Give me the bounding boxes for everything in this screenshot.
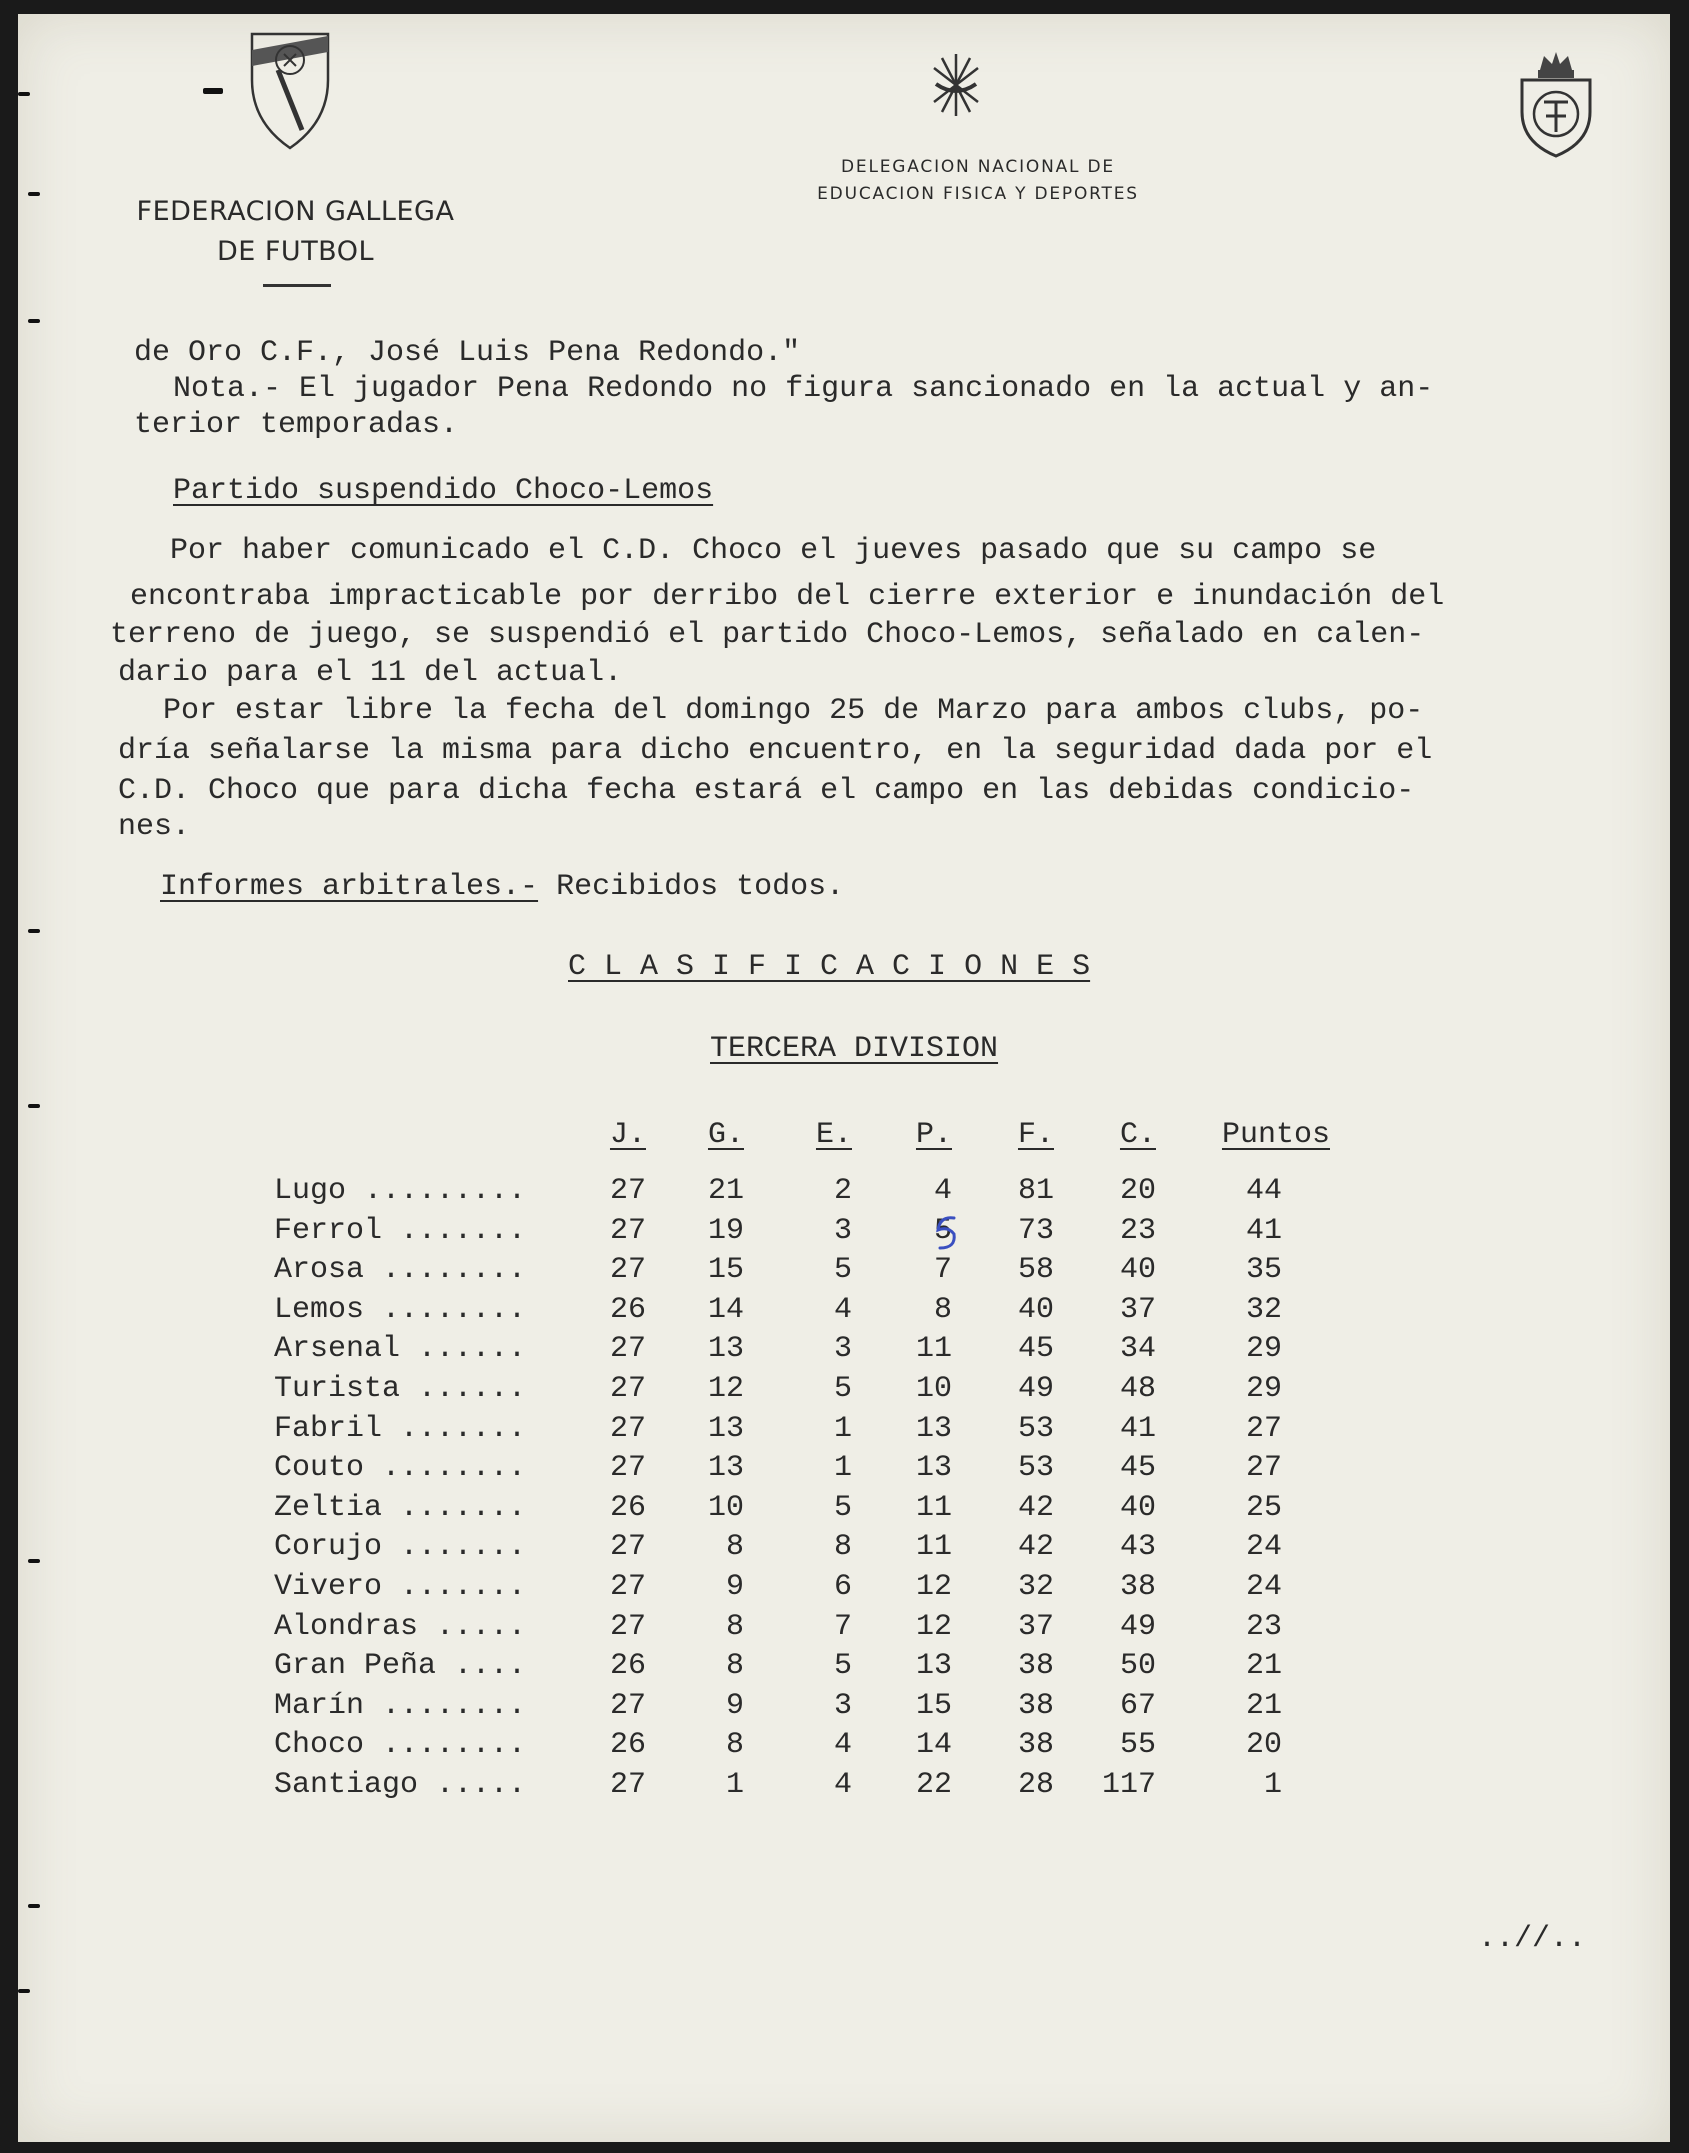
cell-j: 27 (609, 1214, 646, 1248)
cell-e: 5 (833, 1372, 852, 1406)
punch-mark (28, 192, 40, 196)
team-name: Choco ........ (274, 1728, 527, 1762)
cell-e: 2 (833, 1174, 852, 1208)
cell-p: 10 (915, 1372, 952, 1406)
team-name: Turista ...... (274, 1372, 527, 1406)
cell-j: 27 (609, 1332, 646, 1366)
team-name: Marín ........ (274, 1689, 527, 1723)
cell-e: 7 (833, 1610, 852, 1644)
cell-p: 13 (915, 1649, 952, 1683)
cell-p: 12 (915, 1570, 952, 1604)
cell-g: 9 (725, 1689, 744, 1723)
cell-j: 26 (609, 1293, 646, 1327)
cell-g: 13 (707, 1332, 744, 1366)
cell-g: 9 (725, 1570, 744, 1604)
body-line: Por haber comunicado el C.D. Choco el jueves pasado que su campo se (170, 534, 1377, 568)
section-heading-suspended-match: Partido suspendido Choco-Lemos (173, 474, 714, 508)
referee-reports-text: Recibidos todos. (556, 870, 845, 904)
cell-c: 23 (1119, 1214, 1156, 1248)
cell-g: 8 (725, 1610, 744, 1644)
cell-e: 3 (833, 1689, 852, 1723)
cell-e: 4 (833, 1768, 852, 1802)
body-line: nes. (118, 810, 191, 844)
column-header: G. (707, 1118, 744, 1152)
team-name: Lugo ......... (274, 1174, 527, 1208)
team-name: Zeltia ....... (274, 1491, 527, 1525)
team-name: Lemos ........ (274, 1293, 527, 1327)
cell-j: 27 (609, 1689, 646, 1723)
body-line: terior temporadas. (134, 408, 459, 442)
cell-e: 3 (833, 1332, 852, 1366)
document-page (18, 14, 1670, 2142)
cell-pts: 32 (1245, 1293, 1282, 1327)
cell-pts: 23 (1245, 1610, 1282, 1644)
cell-c: 45 (1119, 1451, 1156, 1485)
cell-pts: 41 (1245, 1214, 1282, 1248)
cell-p: 13 (915, 1412, 952, 1446)
cell-g: 15 (707, 1253, 744, 1287)
cell-f: 42 (1017, 1530, 1054, 1564)
cell-pts: 1 (1263, 1768, 1282, 1802)
cell-pts: 29 (1245, 1372, 1282, 1406)
cell-p: 11 (915, 1530, 952, 1564)
body-line: terreno de juego, se suspendió el partido Choco-Lemos, señalado en calen- (110, 618, 1425, 652)
cell-p: 4 (933, 1174, 952, 1208)
cell-p: 22 (915, 1768, 952, 1802)
cell-f: 42 (1017, 1491, 1054, 1525)
cell-c: 48 (1119, 1372, 1156, 1406)
cell-c: 67 (1119, 1689, 1156, 1723)
punch-mark (28, 319, 40, 323)
cell-pts: 25 (1245, 1491, 1282, 1525)
cell-e: 5 (833, 1491, 852, 1525)
cell-pts: 20 (1245, 1728, 1282, 1762)
cell-g: 13 (707, 1451, 744, 1485)
cell-e: 1 (833, 1451, 852, 1485)
federation-name-line2: DE FUTBOL (216, 236, 375, 267)
cell-p: 11 (915, 1332, 952, 1366)
cell-c: 34 (1119, 1332, 1156, 1366)
cell-pts: 27 (1245, 1412, 1282, 1446)
cell-c: 37 (1119, 1293, 1156, 1327)
cell-j: 26 (609, 1649, 646, 1683)
cell-f: 49 (1017, 1372, 1054, 1406)
delegation-name-line2: EDUCACION FISICA Y DEPORTES (817, 184, 1139, 204)
cell-e: 4 (833, 1293, 852, 1327)
team-name: Alondras ..... (274, 1610, 527, 1644)
cell-e: 3 (833, 1214, 852, 1248)
team-name: Gran Peña .... (274, 1649, 527, 1683)
body-line: de Oro C.F., José Luis Pena Redondo." (134, 336, 801, 370)
cell-e: 5 (833, 1253, 852, 1287)
cell-g: 8 (725, 1728, 744, 1762)
column-header: F. (1017, 1118, 1054, 1152)
cell-g: 21 (707, 1174, 744, 1208)
cell-j: 27 (609, 1253, 646, 1287)
delegation-name (738, 154, 1218, 208)
cell-c: 41 (1119, 1412, 1156, 1446)
cell-f: 45 (1017, 1332, 1054, 1366)
column-header: Puntos (1221, 1118, 1330, 1152)
cell-j: 27 (609, 1570, 646, 1604)
cell-f: 38 (1017, 1649, 1054, 1683)
team-name: Fabril ....... (274, 1412, 527, 1446)
column-header: J. (609, 1118, 646, 1152)
cell-c: 38 (1119, 1570, 1156, 1604)
cell-p: 13 (915, 1451, 952, 1485)
body-line: encontraba impracticable por derribo del cierre exterior e inundación del (130, 580, 1445, 614)
cell-p: 15 (915, 1689, 952, 1723)
cell-f: 37 (1017, 1610, 1054, 1644)
cell-p: 7 (933, 1253, 952, 1287)
cell-c: 55 (1119, 1728, 1156, 1762)
federation-name (108, 192, 483, 272)
cell-f: 58 (1017, 1253, 1054, 1287)
team-name: Ferrol ....... (274, 1214, 527, 1248)
crowned-emblem-icon (1514, 50, 1598, 160)
punch-mark (28, 929, 40, 933)
cell-f: 40 (1017, 1293, 1054, 1327)
punch-mark (18, 1989, 30, 1993)
cell-pts: 24 (1245, 1530, 1282, 1564)
cell-f: 32 (1017, 1570, 1054, 1604)
cell-e: 5 (833, 1649, 852, 1683)
federation-name-line1: FEDERACION GALLEGA (136, 196, 455, 227)
cell-f: 73 (1017, 1214, 1054, 1248)
cell-pts: 35 (1245, 1253, 1282, 1287)
cell-j: 27 (609, 1610, 646, 1644)
cell-pts: 27 (1245, 1451, 1282, 1485)
body-line: Nota.- El jugador Pena Redondo no figura sancionado en la actual y an- (173, 372, 1434, 406)
cell-j: 27 (609, 1412, 646, 1446)
team-name: Arosa ........ (274, 1253, 527, 1287)
continuation-mark: ..//.. (1478, 1922, 1587, 1956)
cell-j: 27 (609, 1174, 646, 1208)
cell-pts: 21 (1245, 1689, 1282, 1723)
cell-pts: 21 (1245, 1649, 1282, 1683)
standings-subtitle: TERCERA DIVISION (710, 1032, 999, 1066)
cell-p: 12 (915, 1610, 952, 1644)
cell-j: 26 (609, 1491, 646, 1525)
cell-j: 27 (609, 1768, 646, 1802)
cell-e: 4 (833, 1728, 852, 1762)
body-line: C.D. Choco que para dicha fecha estará el campo en las debidas condicio- (118, 774, 1415, 808)
handwritten-correction-mark (928, 1214, 964, 1254)
cell-g: 8 (725, 1649, 744, 1683)
cell-g: 12 (707, 1372, 744, 1406)
referee-reports-line (160, 870, 844, 904)
delegation-name-line1: DELEGACION NACIONAL DE (841, 157, 1115, 177)
cell-g: 1 (725, 1768, 744, 1802)
cell-p: 5 (933, 1214, 952, 1248)
punch-mark (28, 1559, 40, 1563)
cell-f: 38 (1017, 1728, 1054, 1762)
cell-p: 11 (915, 1491, 952, 1525)
yoke-arrows-emblem-icon (928, 50, 984, 120)
standings-title: C L A S I F I C A C I O N E S (568, 950, 1091, 984)
cell-e: 8 (833, 1530, 852, 1564)
cell-c: 20 (1119, 1174, 1156, 1208)
team-name: Couto ........ (274, 1451, 527, 1485)
body-line: dría señalarse la misma para dicho encuentro, en la seguridad dada por el (118, 734, 1433, 768)
punch-mark (28, 1104, 40, 1108)
cell-p: 8 (933, 1293, 952, 1327)
cell-f: 81 (1017, 1174, 1054, 1208)
cell-f: 28 (1017, 1768, 1054, 1802)
cell-g: 19 (707, 1214, 744, 1248)
cell-p: 14 (915, 1728, 952, 1762)
cell-j: 27 (609, 1451, 646, 1485)
cell-g: 8 (725, 1530, 744, 1564)
punch-mark (18, 92, 30, 96)
cell-g: 14 (707, 1293, 744, 1327)
punch-mark (28, 1904, 40, 1908)
cell-f: 53 (1017, 1412, 1054, 1446)
column-header: C. (1119, 1118, 1156, 1152)
cell-c: 43 (1119, 1530, 1156, 1564)
federation-shield-icon (248, 30, 332, 152)
team-name: Vivero ....... (274, 1570, 527, 1604)
cell-f: 53 (1017, 1451, 1054, 1485)
body-line: dario para el 11 del actual. (118, 656, 623, 690)
ink-mark (203, 88, 223, 94)
cell-pts: 29 (1245, 1332, 1282, 1366)
cell-c: 49 (1119, 1610, 1156, 1644)
team-name: Corujo ....... (274, 1530, 527, 1564)
cell-pts: 24 (1245, 1570, 1282, 1604)
cell-c: 117 (1101, 1768, 1156, 1802)
team-name: Arsenal ...... (274, 1332, 527, 1366)
cell-c: 40 (1119, 1253, 1156, 1287)
cell-c: 50 (1119, 1649, 1156, 1683)
cell-j: 26 (609, 1728, 646, 1762)
body-line: Por estar libre la fecha del domingo 25 de Marzo para ambos clubs, po- (163, 694, 1424, 728)
cell-g: 10 (707, 1491, 744, 1525)
cell-e: 1 (833, 1412, 852, 1446)
header-divider (263, 284, 331, 287)
cell-pts: 44 (1245, 1174, 1282, 1208)
column-header: E. (815, 1118, 852, 1152)
cell-j: 27 (609, 1530, 646, 1564)
cell-f: 38 (1017, 1689, 1054, 1723)
referee-reports-label: Informes arbitrales.- (160, 870, 539, 904)
team-name: Santiago ..... (274, 1768, 527, 1802)
column-header: P. (915, 1118, 952, 1152)
cell-j: 27 (609, 1372, 646, 1406)
cell-e: 6 (833, 1570, 852, 1604)
cell-g: 13 (707, 1412, 744, 1446)
cell-c: 40 (1119, 1491, 1156, 1525)
